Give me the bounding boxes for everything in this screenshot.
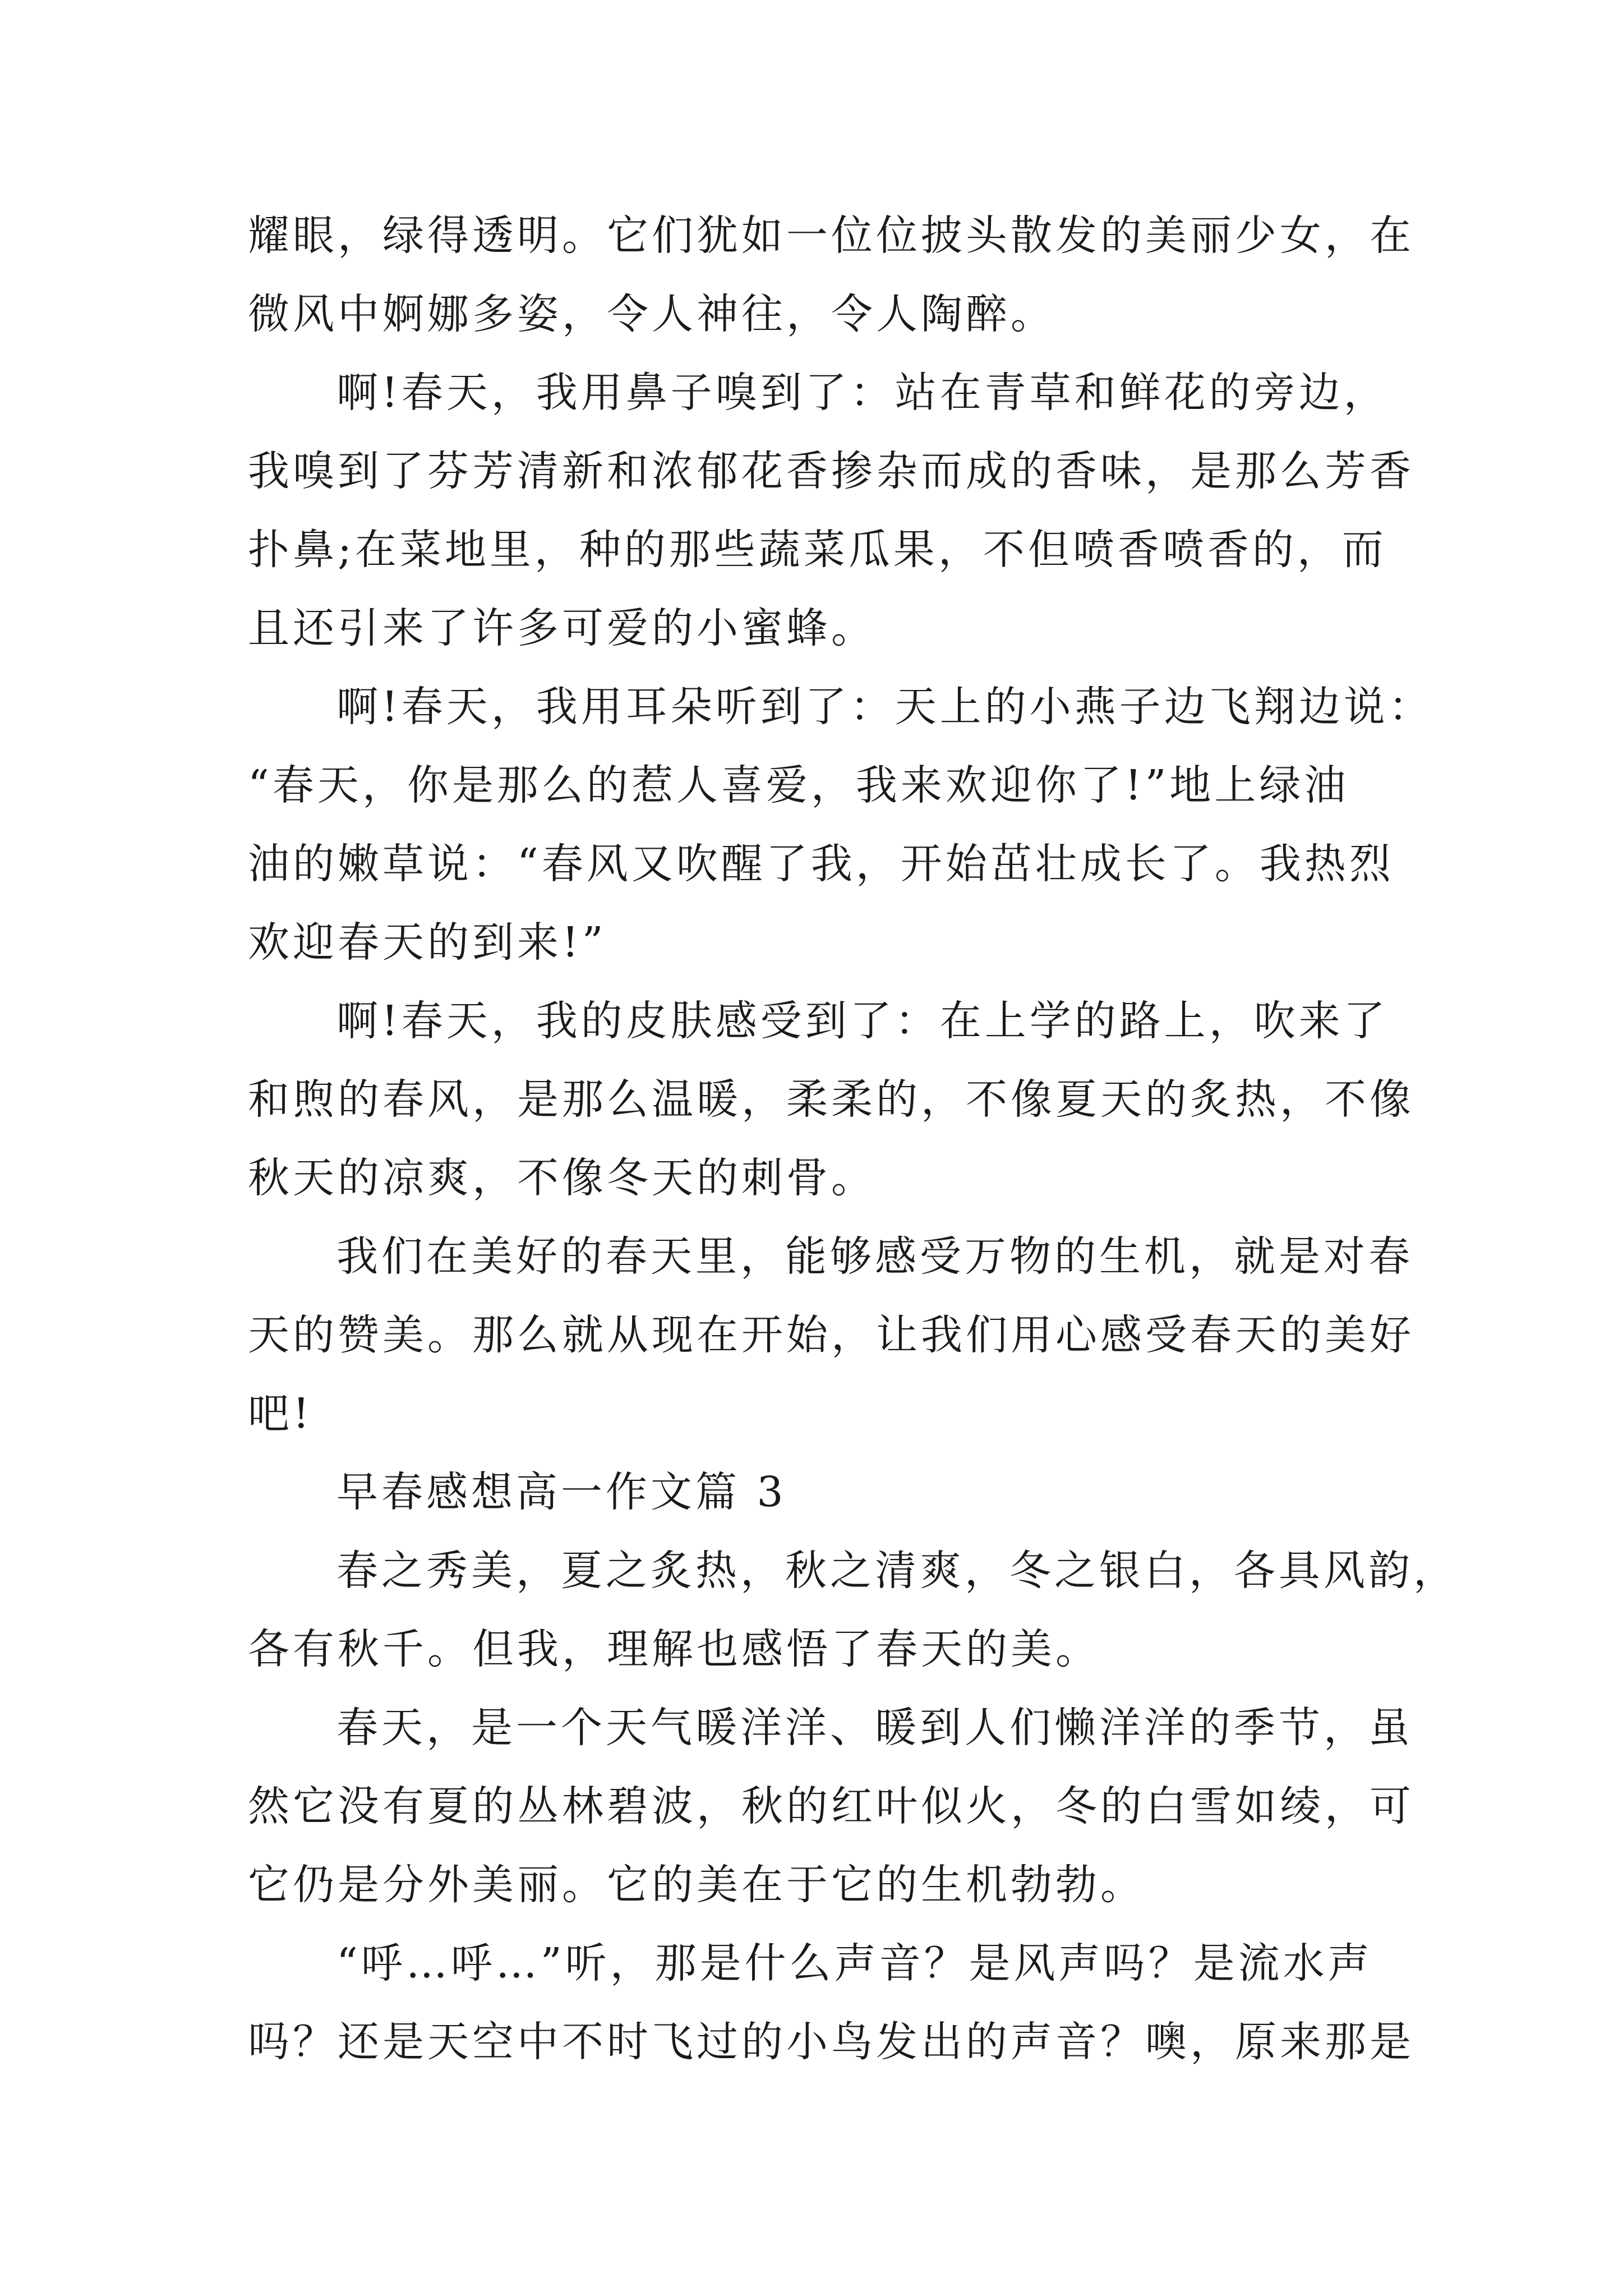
text-line: 油的嫩草说：“春风又吹醒了我，开始茁壮成长了。我热烈: [248, 840, 1394, 888]
text-line: 春之秀美，夏之炙热，秋之清爽，冬之银白，各具风韵，: [336, 1547, 1458, 1595]
text-line: 吧!: [248, 1389, 313, 1438]
text-line: 和煦的春风，是那么温暖，柔柔的，不像夏天的炙热，不像: [248, 1075, 1414, 1124]
text-line: 耀眼，绿得透明。它们犹如一位位披头散发的美丽少女，在: [248, 211, 1414, 260]
text-line: 欢迎春天的到来!”: [248, 918, 607, 967]
text-line: 啊!春天，我的皮肤感受到了：在上学的路上，吹来了: [336, 997, 1389, 1045]
text-line: 扑鼻;在菜地里，种的那些蔬菜瓜果，不但喷香喷香的，而: [248, 526, 1387, 574]
text-line: 啊!春天，我用耳朵听到了：天上的小燕子边飞翔边说：: [336, 683, 1433, 731]
text-line: 我们在美好的春天里，能够感受万物的生机，就是对春: [336, 1232, 1413, 1281]
text-line: 然它没有夏的丛林碧波，秋的红叶似火，冬的白雪如绫，可: [248, 1782, 1414, 1830]
text-line: 春天，是一个天气暖洋洋、暖到人们懒洋洋的季节，虽: [336, 1704, 1413, 1752]
text-line: “春天，你是那么的惹人喜爱，我来欢迎你了!”地上绿油: [248, 761, 1349, 809]
text-line: 啊!春天，我用鼻子嗅到了：站在青草和鲜花的旁边，: [336, 369, 1389, 417]
text-line: 微风中婀娜多姿，令人神往，令人陶醉。: [248, 290, 1055, 338]
text-line: 天的赞美。那么就从现在开始，让我们用心感受春天的美好: [248, 1311, 1414, 1359]
text-line: 秋天的凉爽，不像冬天的刺骨。: [248, 1154, 876, 1202]
section-heading: 早春感想高一作文篇 3: [336, 1468, 787, 1516]
text-line: 吗？还是天空中不时飞过的小鸟发出的声音？噢，原来那是: [248, 2018, 1414, 2066]
text-line: 且还引来了许多可爱的小蜜蜂。: [248, 604, 876, 652]
text-line: 我嗅到了芬芳清新和浓郁花香掺杂而成的香味，是那么芳香: [248, 447, 1414, 495]
text-line: 它仍是分外美丽。它的美在于它的生机勃勃。: [248, 1861, 1145, 1909]
text-line: 各有秋千。但我，理解也感悟了春天的美。: [248, 1625, 1100, 1673]
text-line: “呼…呼…”听，那是什么声音？是风声吗？是流水声: [336, 1939, 1373, 1987]
